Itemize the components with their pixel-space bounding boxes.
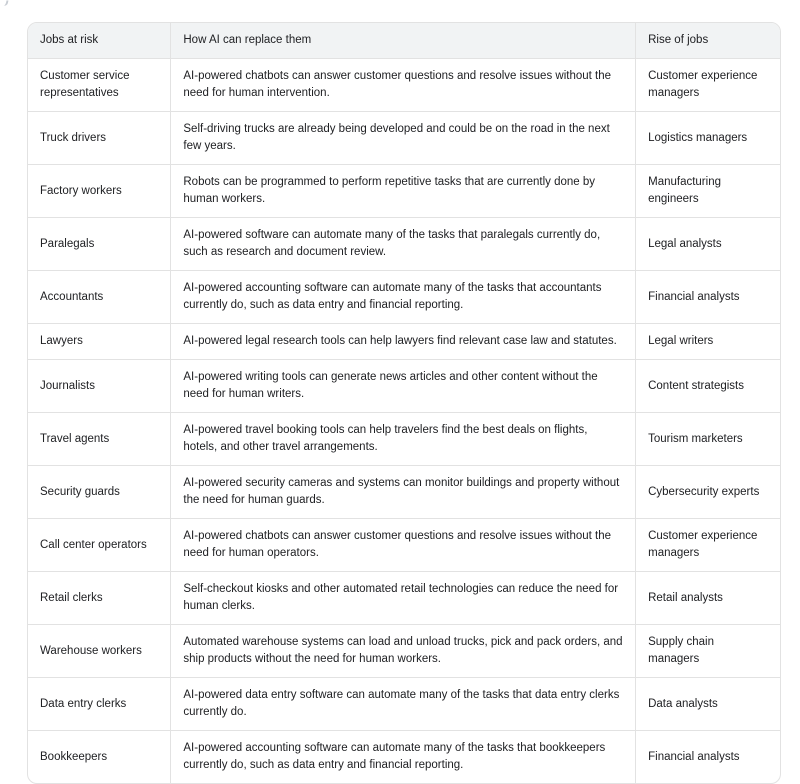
rise-of-jobs-cell: Legal writers [636, 324, 780, 360]
table-row [28, 519, 780, 572]
table-header [28, 23, 780, 59]
job-at-risk-cell: Customer service representatives [28, 59, 171, 112]
table-row [28, 165, 780, 218]
rise-of-jobs-cell: Legal analysts [636, 218, 780, 271]
rise-of-jobs-cell: Data analysts [636, 678, 780, 731]
how-ai-replaces-cell: AI-powered data entry software can automate many of the tasks that data entry clerks currently do. [171, 678, 636, 731]
table-row [28, 678, 780, 731]
job-at-risk-cell: Journalists [28, 360, 171, 413]
job-at-risk-cell: Bookkeepers [28, 731, 171, 784]
job-at-risk-cell: Retail clerks [28, 572, 171, 625]
table-row [28, 360, 780, 413]
col-header-how-ai-can-replace-them: How AI can replace them [171, 23, 636, 59]
table-body [28, 59, 780, 784]
how-ai-replaces-cell: AI-powered legal research tools can help lawyers find relevant case law and statutes. [171, 324, 636, 360]
rise-of-jobs-cell: Content strategists [636, 360, 780, 413]
how-ai-replaces-cell: Automated warehouse systems can load and unload trucks, pick and pack orders, and ship products without the need for human workers. [171, 625, 636, 678]
job-at-risk-cell: Accountants [28, 271, 171, 324]
rise-of-jobs-cell: Tourism marketers [636, 413, 780, 466]
rise-of-jobs-cell: Financial analysts [636, 731, 780, 784]
table-row [28, 572, 780, 625]
how-ai-replaces-cell: Self-driving trucks are already being developed and could be on the road in the next few years. [171, 112, 636, 165]
table-row [28, 271, 780, 324]
jobs-ai-table [28, 23, 780, 783]
rise-of-jobs-cell: Manufacturing engineers [636, 165, 780, 218]
table-row [28, 625, 780, 678]
table-row [28, 59, 780, 112]
jobs-ai-table-card [27, 22, 781, 784]
rise-of-jobs-cell: Retail analysts [636, 572, 780, 625]
rise-of-jobs-cell: Financial analysts [636, 271, 780, 324]
screenshot-artifact [2, 0, 8, 6]
job-at-risk-cell: Call center operators [28, 519, 171, 572]
job-at-risk-cell: Lawyers [28, 324, 171, 360]
job-at-risk-cell: Travel agents [28, 413, 171, 466]
how-ai-replaces-cell: AI-powered security cameras and systems can monitor buildings and property without the need for human guards. [171, 466, 636, 519]
job-at-risk-cell: Truck drivers [28, 112, 171, 165]
how-ai-replaces-cell: Self-checkout kiosks and other automated retail technologies can reduce the need for human clerks. [171, 572, 636, 625]
table-row [28, 466, 780, 519]
table-row [28, 413, 780, 466]
rise-of-jobs-cell: Customer experience managers [636, 59, 780, 112]
col-header-jobs-at-risk: Jobs at risk [28, 23, 171, 59]
how-ai-replaces-cell: AI-powered chatbots can answer customer questions and resolve issues without the need for human intervention. [171, 59, 636, 112]
rise-of-jobs-cell: Supply chain managers [636, 625, 780, 678]
col-header-rise-of-jobs: Rise of jobs [636, 23, 780, 59]
job-at-risk-cell: Factory workers [28, 165, 171, 218]
rise-of-jobs-cell: Logistics managers [636, 112, 780, 165]
how-ai-replaces-cell: AI-powered accounting software can automate many of the tasks that accountants currently do, such as data entry and financial reporting. [171, 271, 636, 324]
how-ai-replaces-cell: AI-powered software can automate many of the tasks that paralegals currently do, such as research and document review. [171, 218, 636, 271]
how-ai-replaces-cell: AI-powered writing tools can generate news articles and other content without the need for human writers. [171, 360, 636, 413]
table-row [28, 324, 780, 360]
job-at-risk-cell: Paralegals [28, 218, 171, 271]
job-at-risk-cell: Data entry clerks [28, 678, 171, 731]
job-at-risk-cell: Security guards [28, 466, 171, 519]
how-ai-replaces-cell: Robots can be programmed to perform repetitive tasks that are currently done by human workers. [171, 165, 636, 218]
job-at-risk-cell: Warehouse workers [28, 625, 171, 678]
header-row [28, 23, 780, 59]
how-ai-replaces-cell: AI-powered travel booking tools can help travelers find the best deals on flights, hotels, and other travel arrangements. [171, 413, 636, 466]
table-row [28, 218, 780, 271]
how-ai-replaces-cell: AI-powered chatbots can answer customer questions and resolve issues without the need for human operators. [171, 519, 636, 572]
rise-of-jobs-cell: Customer experience managers [636, 519, 780, 572]
table-row [28, 112, 780, 165]
rise-of-jobs-cell: Cybersecurity experts [636, 466, 780, 519]
how-ai-replaces-cell: AI-powered accounting software can automate many of the tasks that bookkeepers currently do, such as data entry and financial reporting. [171, 731, 636, 784]
